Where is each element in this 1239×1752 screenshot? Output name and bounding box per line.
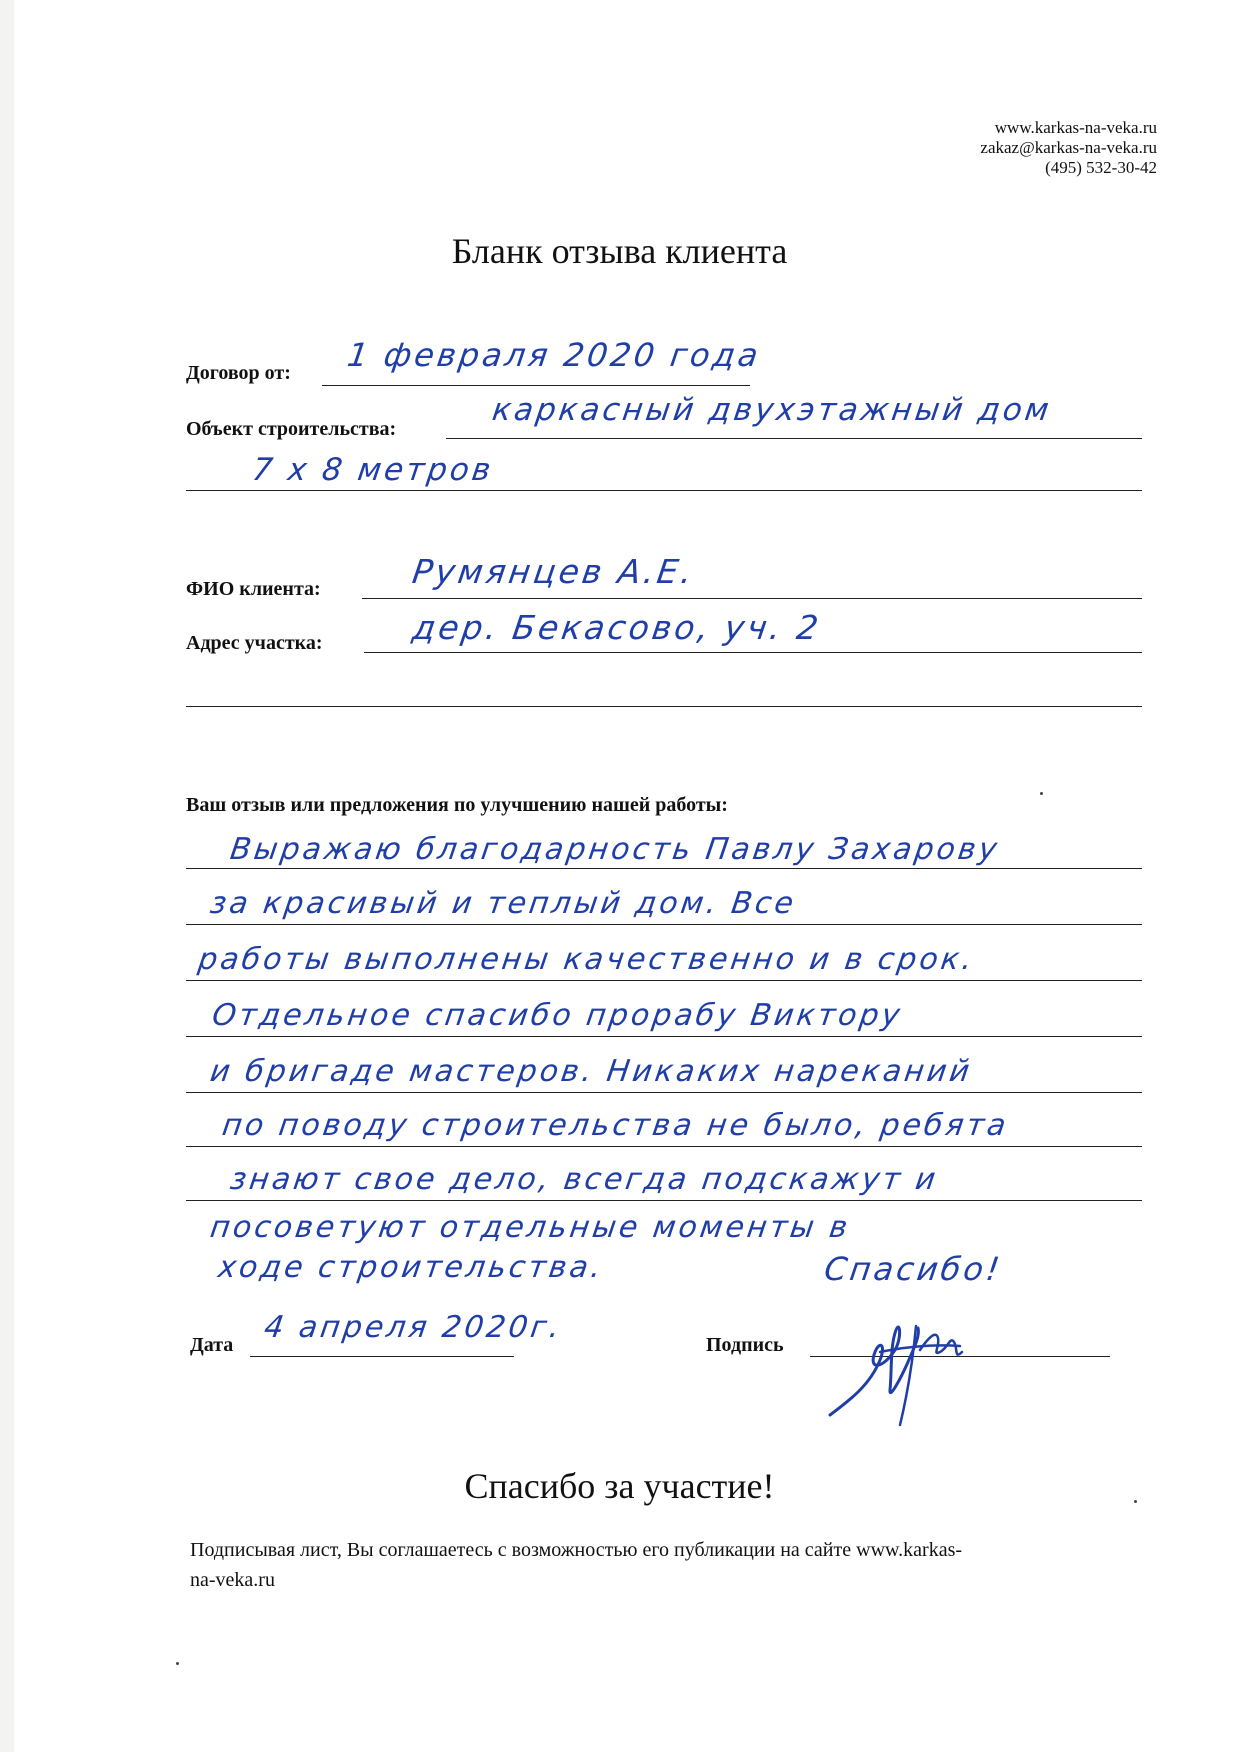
object-line-1 [446, 438, 1142, 439]
feedback-text-line: Выражаю благодарность Павлу Захарову [228, 832, 1002, 867]
object-line-2 [186, 490, 1142, 491]
date-line [250, 1356, 514, 1357]
address-line-1 [364, 652, 1142, 653]
object-label: Объект строительства: [186, 418, 397, 440]
closing-thanks: Спасибо за участие! [464, 1466, 775, 1506]
feedback-text-line: за красивый и теплый дом. Все [208, 886, 799, 921]
date-label: Дата [190, 1334, 234, 1356]
contract-date-handwritten: 1 февраля 2020 года [345, 336, 764, 374]
feedback-text-line: и бригаде мастеров. Никаких нареканий [208, 1054, 975, 1089]
feedback-label: Ваш отзыв или предложения по улучшению нашей работы: [186, 794, 728, 816]
company-email: zakaz@karkas-na-veka.ru [980, 138, 1157, 157]
feedback-line-5 [186, 1092, 1142, 1093]
handwritten-signature [820, 1290, 1020, 1440]
scan-speck [1134, 1500, 1137, 1503]
feedback-closing-handwritten: Спасибо! [822, 1250, 1005, 1288]
feedback-text-line: ходе строительства. [216, 1250, 606, 1285]
feedback-text-line: посоветуют отдельные моменты в [208, 1210, 853, 1245]
scan-speck [176, 1662, 179, 1665]
object-handwritten-line2: 7 х 8 метров [250, 452, 496, 488]
company-contacts [980, 118, 1157, 178]
feedback-text-line: знают свое дело, всегда подскажут и [228, 1162, 941, 1197]
contract-label: Договор от: [186, 362, 291, 384]
notice-line: na-veka.ru [190, 1569, 275, 1591]
client-label: ФИО клиента: [186, 578, 321, 600]
scan-speck [1040, 792, 1043, 795]
feedback-line-3 [186, 980, 1142, 981]
date-handwritten: 4 апреля 2020г. [262, 1310, 565, 1345]
feedback-line-2 [186, 924, 1142, 925]
feedback-line-6 [186, 1146, 1142, 1147]
feedback-text-line: Отдельное спасибо прорабу Виктору [210, 998, 905, 1033]
signature-label: Подпись [706, 1334, 784, 1356]
feedback-text-line: по поводу строительства не было, ребята [220, 1108, 1011, 1143]
object-handwritten-line1: каркасный двухэтажный дом [490, 392, 1054, 428]
feedback-line-4 [186, 1036, 1142, 1037]
form-title: Бланк отзыва клиента [451, 231, 788, 271]
address-label: Адрес участка: [186, 632, 323, 654]
feedback-line-7 [186, 1200, 1142, 1201]
company-website: www.karkas-na-veka.ru [994, 118, 1157, 137]
address-line-2 [186, 706, 1142, 707]
publication-consent-notice [190, 1535, 1150, 1595]
notice-line: Подписывая лист, Вы соглашаетесь с возможностью его публикации на сайте www.karkas- [190, 1539, 963, 1561]
client-name-handwritten: Румянцев А.Е. [410, 552, 698, 591]
address-handwritten: дер. Бекасово, уч. 2 [410, 608, 824, 647]
client-line [362, 598, 1142, 599]
feedback-line-1 [186, 868, 1142, 869]
company-phone: (495) 532-30-42 [1045, 158, 1157, 177]
contract-line [322, 385, 750, 386]
feedback-text-line: работы выполнены качественно и в срок. [196, 942, 978, 977]
